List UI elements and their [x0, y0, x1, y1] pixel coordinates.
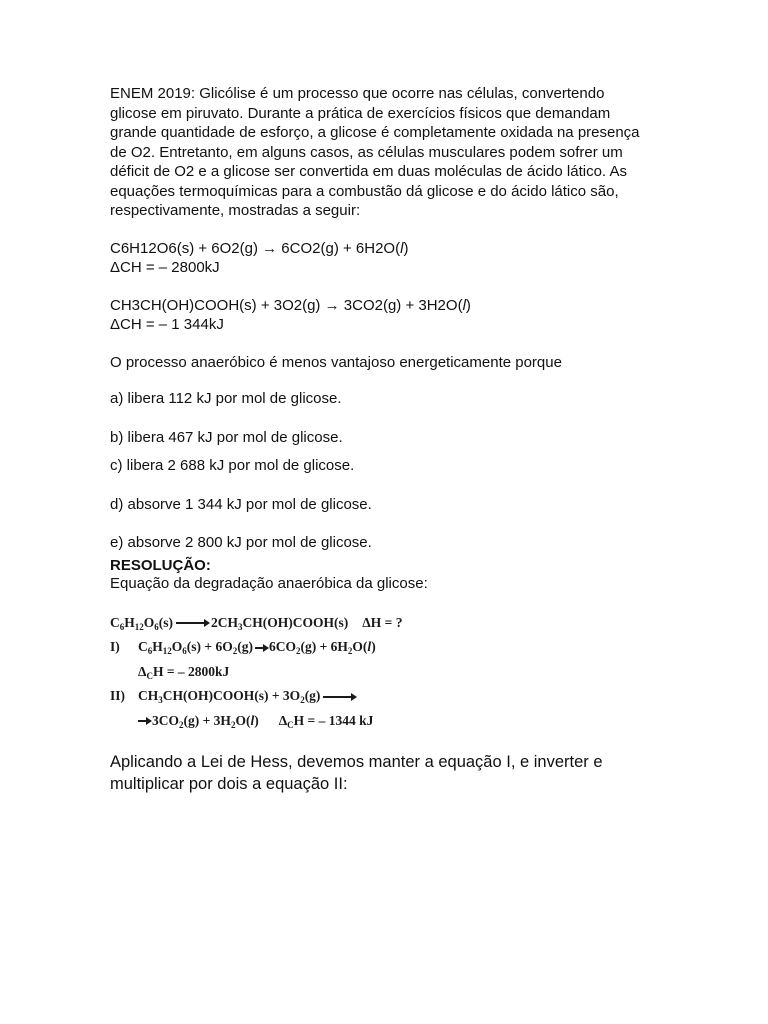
option-b: b) libera 467 kJ por mol de glicose. — [110, 428, 343, 446]
scan-row-eq2: II) $CH_3CH(OH)COOH(s) + 3O_2(g)$ — [110, 684, 655, 709]
option-c: c) libera 2 688 kJ por mol de glicose. — [110, 457, 355, 474]
question-text: O processo anaeróbico é menos vantajoso energeticamente porque — [110, 353, 562, 371]
option-d: d) absorve 1 344 kJ por mol de glicose. — [110, 495, 372, 513]
reaction-arrow-icon — [138, 720, 150, 722]
equation-2-enthalpy: ΔCH = – 1 344kJ — [110, 316, 224, 333]
equation-glucose-combustion — [110, 239, 655, 278]
scan-row-eq1-delta: $\Delta_CH$ = – 2800kJ — [138, 663, 230, 681]
equation-1-text: C6H12O6(s) + 6O2(g) → 6CO2(g) + 6H2O(l) — [110, 239, 409, 257]
resolution-title: RESOLUÇÃO: — [110, 556, 211, 574]
reaction-arrow-icon — [255, 647, 267, 649]
intro-paragraph: ENEM 2019: Glicólise é um processo que ocorre nas células, convertendo glicose em piruvato. Durante a prática de exercícios físicos que demandam grande quantidade de esforço, a glicose é completamente oxidada na presença de O2. Entretanto, em alguns casos, as células musculares podem sofrer um déficit de O2 e a glicose ser convertida em duas moléculas de ácido lático. As equações termoquímicas para a combustão dá glicose e do ácido lático são, respectivamente, mostradas a seguir: — [110, 85, 640, 219]
hess-law-paragraph: Aplicando a Lei de Hess, devemos manter a equação I, e inverter e multiplicar por dois a equação II: — [110, 753, 603, 793]
reaction-arrow-icon — [176, 622, 208, 624]
equation-lactic-combustion — [110, 296, 655, 335]
equation-1-enthalpy: ΔCH = – 2800kJ — [110, 259, 220, 276]
scan-row-eq2-products: $3CO_2(g) + 3H_2O(l) \Delta_CH$ = – 1344 kJ — [110, 709, 655, 734]
scan-row-main: $C_6H_{12}O_6(s)$ $2CH_3CH(OH)COOH(s) \Delta H$ = ? — [110, 614, 403, 632]
option-a: a) libera 112 kJ por mol de glicose. — [110, 390, 342, 407]
scanned-equations-image — [110, 611, 655, 734]
reaction-arrow-icon — [323, 696, 355, 698]
resolution-subtitle: Equação da degradação anaeróbica da glicose: — [110, 574, 428, 592]
equation-2-text: CH3CH(OH)COOH(s) + 3O2(g) → 3CO2(g) + 3H2O(l) — [110, 296, 471, 314]
option-e: e) absorve 2 800 kJ por mol de glicose. — [110, 534, 372, 551]
scan-row-eq1: I) $C_6H_{12}O_6(s) + 6O_2(g) 6CO_2(g) + 6H_2O(l)$ — [110, 639, 376, 656]
document-page — [110, 84, 655, 795]
